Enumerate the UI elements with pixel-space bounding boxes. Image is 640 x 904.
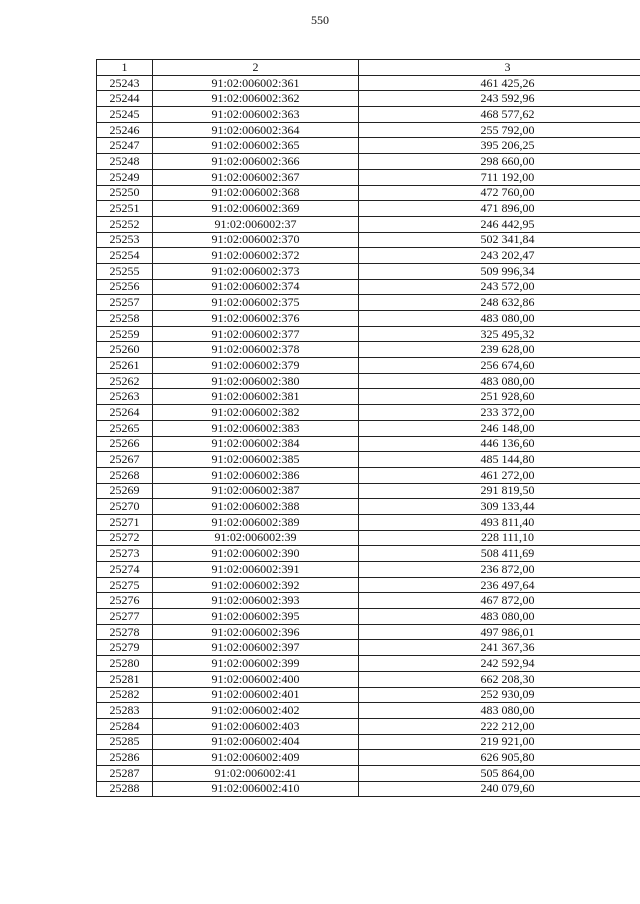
cadastral-number-cell: 91:02:006002:409 <box>153 750 359 766</box>
value-cell: 497 986,01 <box>359 624 640 640</box>
cadastral-number-cell: 91:02:006002:378 <box>153 342 359 358</box>
cadastral-number-cell: 91:02:006002:380 <box>153 373 359 389</box>
row-number-cell: 25263 <box>97 389 153 405</box>
cadastral-number-cell: 91:02:006002:366 <box>153 154 359 170</box>
value-cell: 291 819,50 <box>359 483 640 499</box>
table-row <box>97 499 640 515</box>
value-cell: 483 080,00 <box>359 703 640 719</box>
row-number-cell: 25247 <box>97 138 153 154</box>
column-header-1: 1 <box>97 60 153 76</box>
row-number-cell: 25248 <box>97 154 153 170</box>
cadastral-number-cell: 91:02:006002:389 <box>153 514 359 530</box>
value-cell: 461 272,00 <box>359 467 640 483</box>
value-cell: 219 921,00 <box>359 734 640 750</box>
cadastral-number-cell: 91:02:006002:364 <box>153 122 359 138</box>
registry-table <box>96 59 640 797</box>
value-cell: 325 495,32 <box>359 326 640 342</box>
cadastral-number-cell: 91:02:006002:402 <box>153 703 359 719</box>
value-cell: 252 930,09 <box>359 687 640 703</box>
value-cell: 471 896,00 <box>359 201 640 217</box>
value-cell: 395 206,25 <box>359 138 640 154</box>
table-row <box>97 326 640 342</box>
cadastral-number-cell: 91:02:006002:392 <box>153 577 359 593</box>
value-cell: 256 674,60 <box>359 358 640 374</box>
table-row <box>97 467 640 483</box>
table-header-row <box>97 60 640 76</box>
value-cell: 508 411,69 <box>359 546 640 562</box>
row-number-cell: 25284 <box>97 718 153 734</box>
value-cell: 240 079,60 <box>359 781 640 797</box>
value-cell: 243 572,00 <box>359 279 640 295</box>
row-number-cell: 25257 <box>97 295 153 311</box>
value-cell: 502 341,84 <box>359 232 640 248</box>
cadastral-number-cell: 91:02:006002:388 <box>153 499 359 515</box>
cadastral-number-cell: 91:02:006002:375 <box>153 295 359 311</box>
table-row <box>97 687 640 703</box>
value-cell: 509 996,34 <box>359 263 640 279</box>
value-cell: 467 872,00 <box>359 593 640 609</box>
row-number-cell: 25287 <box>97 765 153 781</box>
row-number-cell: 25282 <box>97 687 153 703</box>
table-row <box>97 609 640 625</box>
cadastral-number-cell: 91:02:006002:382 <box>153 405 359 421</box>
cadastral-number-cell: 91:02:006002:372 <box>153 248 359 264</box>
cadastral-number-cell: 91:02:006002:384 <box>153 436 359 452</box>
table-row <box>97 122 640 138</box>
value-cell: 243 202,47 <box>359 248 640 264</box>
row-number-cell: 25275 <box>97 577 153 593</box>
table-row <box>97 91 640 107</box>
row-number-cell: 25256 <box>97 279 153 295</box>
cadastral-number-cell: 91:02:006002:391 <box>153 562 359 578</box>
table-row <box>97 248 640 264</box>
row-number-cell: 25255 <box>97 263 153 279</box>
value-cell: 241 367,36 <box>359 640 640 656</box>
table-row <box>97 405 640 421</box>
value-cell: 255 792,00 <box>359 122 640 138</box>
value-cell: 242 592,94 <box>359 656 640 672</box>
cadastral-number-cell: 91:02:006002:367 <box>153 169 359 185</box>
table-row <box>97 311 640 327</box>
row-number-cell: 25254 <box>97 248 153 264</box>
table-row <box>97 671 640 687</box>
table-row <box>97 263 640 279</box>
table-row <box>97 718 640 734</box>
row-number-cell: 25272 <box>97 530 153 546</box>
value-cell: 298 660,00 <box>359 154 640 170</box>
table-row <box>97 75 640 91</box>
table-row <box>97 373 640 389</box>
row-number-cell: 25273 <box>97 546 153 562</box>
cadastral-number-cell: 91:02:006002:376 <box>153 311 359 327</box>
row-number-cell: 25259 <box>97 326 153 342</box>
cadastral-number-cell: 91:02:006002:395 <box>153 609 359 625</box>
row-number-cell: 25288 <box>97 781 153 797</box>
row-number-cell: 25243 <box>97 75 153 91</box>
row-number-cell: 25265 <box>97 420 153 436</box>
row-number-cell: 25277 <box>97 609 153 625</box>
cadastral-number-cell: 91:02:006002:404 <box>153 734 359 750</box>
row-number-cell: 25262 <box>97 373 153 389</box>
page-number: 550 <box>311 13 329 27</box>
row-number-cell: 25269 <box>97 483 153 499</box>
table-row <box>97 358 640 374</box>
cadastral-number-cell: 91:02:006002:362 <box>153 91 359 107</box>
cadastral-number-cell: 91:02:006002:381 <box>153 389 359 405</box>
cadastral-number-cell: 91:02:006002:37 <box>153 216 359 232</box>
row-number-cell: 25244 <box>97 91 153 107</box>
table-row <box>97 750 640 766</box>
value-cell: 446 136,60 <box>359 436 640 452</box>
table-row <box>97 201 640 217</box>
row-number-cell: 25268 <box>97 467 153 483</box>
table-row <box>97 781 640 797</box>
value-cell: 239 628,00 <box>359 342 640 358</box>
value-cell: 711 192,00 <box>359 169 640 185</box>
value-cell: 228 111,10 <box>359 530 640 546</box>
table-row <box>97 530 640 546</box>
row-number-cell: 25285 <box>97 734 153 750</box>
row-number-cell: 25278 <box>97 624 153 640</box>
table-row <box>97 185 640 201</box>
cadastral-number-cell: 91:02:006002:370 <box>153 232 359 248</box>
table-row <box>97 279 640 295</box>
value-cell: 236 872,00 <box>359 562 640 578</box>
value-cell: 483 080,00 <box>359 311 640 327</box>
value-cell: 472 760,00 <box>359 185 640 201</box>
table-row <box>97 295 640 311</box>
row-number-cell: 25281 <box>97 671 153 687</box>
value-cell: 505 864,00 <box>359 765 640 781</box>
table-row <box>97 593 640 609</box>
column-header-2: 2 <box>153 60 359 76</box>
value-cell: 243 592,96 <box>359 91 640 107</box>
row-number-cell: 25274 <box>97 562 153 578</box>
row-number-cell: 25270 <box>97 499 153 515</box>
row-number-cell: 25266 <box>97 436 153 452</box>
row-number-cell: 25283 <box>97 703 153 719</box>
value-cell: 251 928,60 <box>359 389 640 405</box>
cadastral-number-cell: 91:02:006002:403 <box>153 718 359 734</box>
table-row <box>97 562 640 578</box>
row-number-cell: 25271 <box>97 514 153 530</box>
table-row <box>97 420 640 436</box>
table-row <box>97 452 640 468</box>
cadastral-number-cell: 91:02:006002:361 <box>153 75 359 91</box>
row-number-cell: 25250 <box>97 185 153 201</box>
row-number-cell: 25260 <box>97 342 153 358</box>
value-cell: 662 208,30 <box>359 671 640 687</box>
table-row <box>97 734 640 750</box>
table-row <box>97 514 640 530</box>
value-cell: 222 212,00 <box>359 718 640 734</box>
table-row <box>97 436 640 452</box>
table-row <box>97 138 640 154</box>
table-row <box>97 154 640 170</box>
cadastral-number-cell: 91:02:006002:379 <box>153 358 359 374</box>
table-row <box>97 483 640 499</box>
table-row <box>97 216 640 232</box>
value-cell: 246 148,00 <box>359 420 640 436</box>
table-row <box>97 342 640 358</box>
row-number-cell: 25264 <box>97 405 153 421</box>
cadastral-number-cell: 91:02:006002:377 <box>153 326 359 342</box>
table-row <box>97 389 640 405</box>
cadastral-number-cell: 91:02:006002:363 <box>153 107 359 123</box>
value-cell: 483 080,00 <box>359 373 640 389</box>
value-cell: 485 144,80 <box>359 452 640 468</box>
cadastral-number-cell: 91:02:006002:387 <box>153 483 359 499</box>
row-number-cell: 25276 <box>97 593 153 609</box>
value-cell: 309 133,44 <box>359 499 640 515</box>
row-number-cell: 25253 <box>97 232 153 248</box>
cadastral-number-cell: 91:02:006002:397 <box>153 640 359 656</box>
table-row <box>97 546 640 562</box>
cadastral-number-cell: 91:02:006002:374 <box>153 279 359 295</box>
cadastral-number-cell: 91:02:006002:393 <box>153 593 359 609</box>
value-cell: 483 080,00 <box>359 609 640 625</box>
cadastral-number-cell: 91:02:006002:386 <box>153 467 359 483</box>
table-row <box>97 703 640 719</box>
cadastral-number-cell: 91:02:006002:369 <box>153 201 359 217</box>
value-cell: 236 497,64 <box>359 577 640 593</box>
table-row <box>97 577 640 593</box>
table-row <box>97 765 640 781</box>
table-row <box>97 624 640 640</box>
row-number-cell: 25251 <box>97 201 153 217</box>
row-number-cell: 25249 <box>97 169 153 185</box>
cadastral-number-cell: 91:02:006002:400 <box>153 671 359 687</box>
row-number-cell: 25279 <box>97 640 153 656</box>
value-cell: 461 425,26 <box>359 75 640 91</box>
cadastral-number-cell: 91:02:006002:385 <box>153 452 359 468</box>
cadastral-number-cell: 91:02:006002:39 <box>153 530 359 546</box>
cadastral-number-cell: 91:02:006002:390 <box>153 546 359 562</box>
row-number-cell: 25261 <box>97 358 153 374</box>
table-row <box>97 640 640 656</box>
value-cell: 626 905,80 <box>359 750 640 766</box>
table-row <box>97 107 640 123</box>
value-cell: 248 632,86 <box>359 295 640 311</box>
cadastral-number-cell: 91:02:006002:396 <box>153 624 359 640</box>
table-row <box>97 232 640 248</box>
table-row <box>97 656 640 672</box>
cadastral-number-cell: 91:02:006002:401 <box>153 687 359 703</box>
row-number-cell: 25258 <box>97 311 153 327</box>
row-number-cell: 25252 <box>97 216 153 232</box>
table-body <box>97 75 640 797</box>
table-row <box>97 169 640 185</box>
cadastral-number-cell: 91:02:006002:410 <box>153 781 359 797</box>
row-number-cell: 25280 <box>97 656 153 672</box>
row-number-cell: 25246 <box>97 122 153 138</box>
cadastral-number-cell: 91:02:006002:399 <box>153 656 359 672</box>
cadastral-number-cell: 91:02:006002:41 <box>153 765 359 781</box>
column-header-3: 3 <box>359 60 640 76</box>
value-cell: 468 577,62 <box>359 107 640 123</box>
value-cell: 246 442,95 <box>359 216 640 232</box>
value-cell: 233 372,00 <box>359 405 640 421</box>
cadastral-number-cell: 91:02:006002:368 <box>153 185 359 201</box>
value-cell: 493 811,40 <box>359 514 640 530</box>
cadastral-number-cell: 91:02:006002:383 <box>153 420 359 436</box>
row-number-cell: 25286 <box>97 750 153 766</box>
cadastral-number-cell: 91:02:006002:373 <box>153 263 359 279</box>
row-number-cell: 25267 <box>97 452 153 468</box>
cadastral-number-cell: 91:02:006002:365 <box>153 138 359 154</box>
row-number-cell: 25245 <box>97 107 153 123</box>
